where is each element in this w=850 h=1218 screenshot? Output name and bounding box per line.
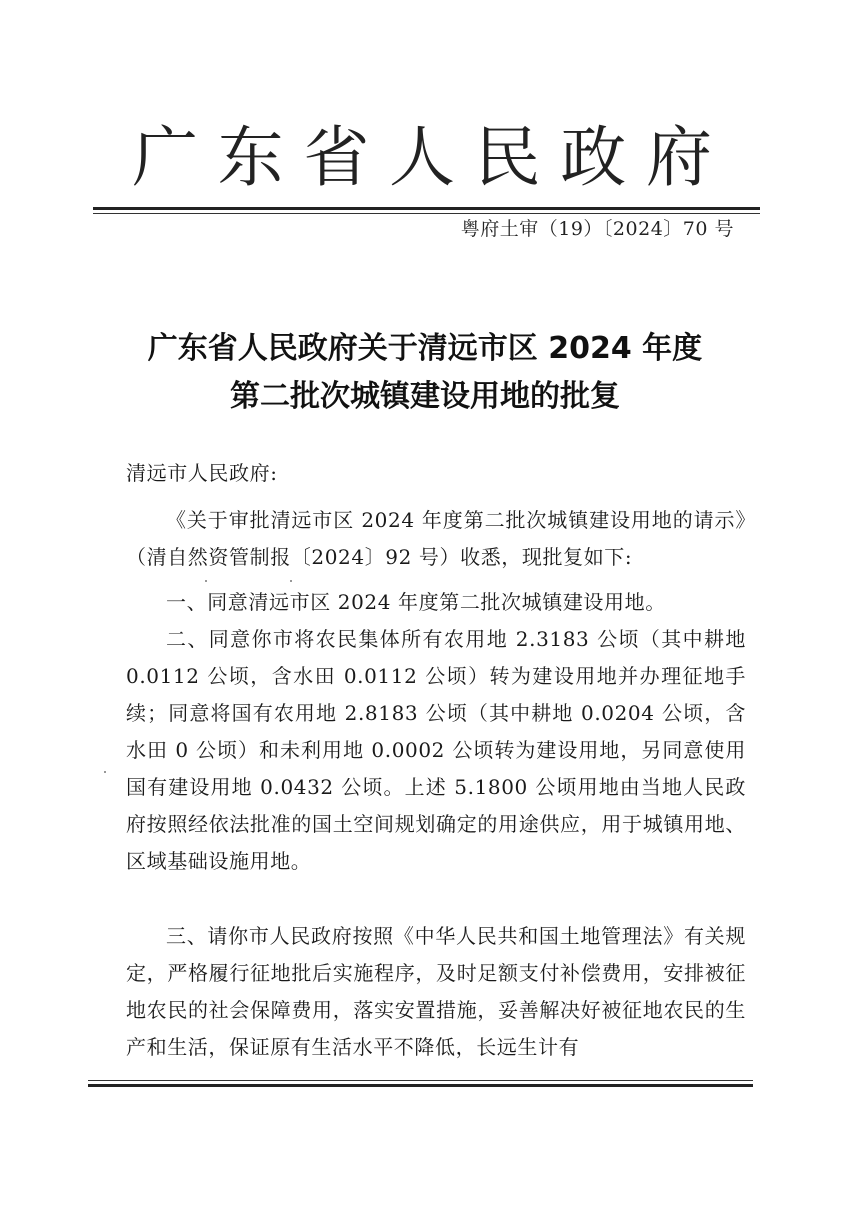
paragraph-item-1: 一、同意清远市区 2024 年度第二批次城镇建设用地。	[166, 590, 666, 614]
document-title	[0, 325, 850, 421]
issuer-char: 东	[217, 119, 284, 196]
issuer-char: 省	[303, 119, 370, 196]
scan-speck	[104, 771, 106, 773]
title-line-1: 广东省人民政府关于清远市区 2024 年度	[147, 331, 703, 366]
paragraph-request: 《关于审批清远市区 2024 年度第二批次城镇建设用地的请示》（清自然资管制报〔2024〕92 号）收悉，现批复如下:	[126, 508, 746, 569]
footer-divider	[88, 1080, 753, 1090]
title-line-2: 第二批次城镇建设用地的批复	[230, 379, 620, 414]
issuer-char: 府	[645, 119, 712, 196]
header-divider-thin	[93, 213, 760, 214]
scan-speck	[290, 580, 292, 582]
scan-speck	[205, 580, 207, 582]
document-number: 粤府土审（19）〔2024〕70 号	[460, 218, 734, 240]
paragraph-item-2: 二、同意你市将农民集体所有农用地 2.3183 公顷（其中耕地 0.0112 公顷，含水田 0.0112 公顷）转为建设用地并办理征地手续；同意将国有农用地 2.8183 公顷（其中耕地 0.0204 公顷，含水田 0 公顷）和未利用地 0.0002 公顷转为建设用地，另同意使用国有建设用地 0.0432 公顷。上述 5.1800 公顷用地由当地人民政府按照经依法批准的国土空间规划确定的用途供应，用于城镇用地、区域基础设施用地。	[126, 627, 746, 873]
footer-divider-thick	[88, 1084, 753, 1087]
header-divider-thick	[93, 207, 760, 210]
issuer-char: 人	[388, 119, 455, 196]
issuer-header	[90, 118, 750, 198]
issuer-char: 政	[560, 119, 627, 196]
salutation: 清远市人民政府:	[126, 461, 278, 485]
issuer-char: 民	[474, 119, 541, 196]
issuer-char: 广	[132, 119, 198, 196]
paragraph-item-3: 三、请你市人民政府按照《中华人民共和国土地管理法》有关规定，严格履行征地批后实施程序，及时足额支付补偿费用，安排被征地农民的社会保障费用，落实安置措施，妥善解决好被征地农民的生产和生活，保证原有生活水平不降低，长远生计有	[126, 924, 746, 1059]
footer-divider-thin	[88, 1080, 753, 1081]
